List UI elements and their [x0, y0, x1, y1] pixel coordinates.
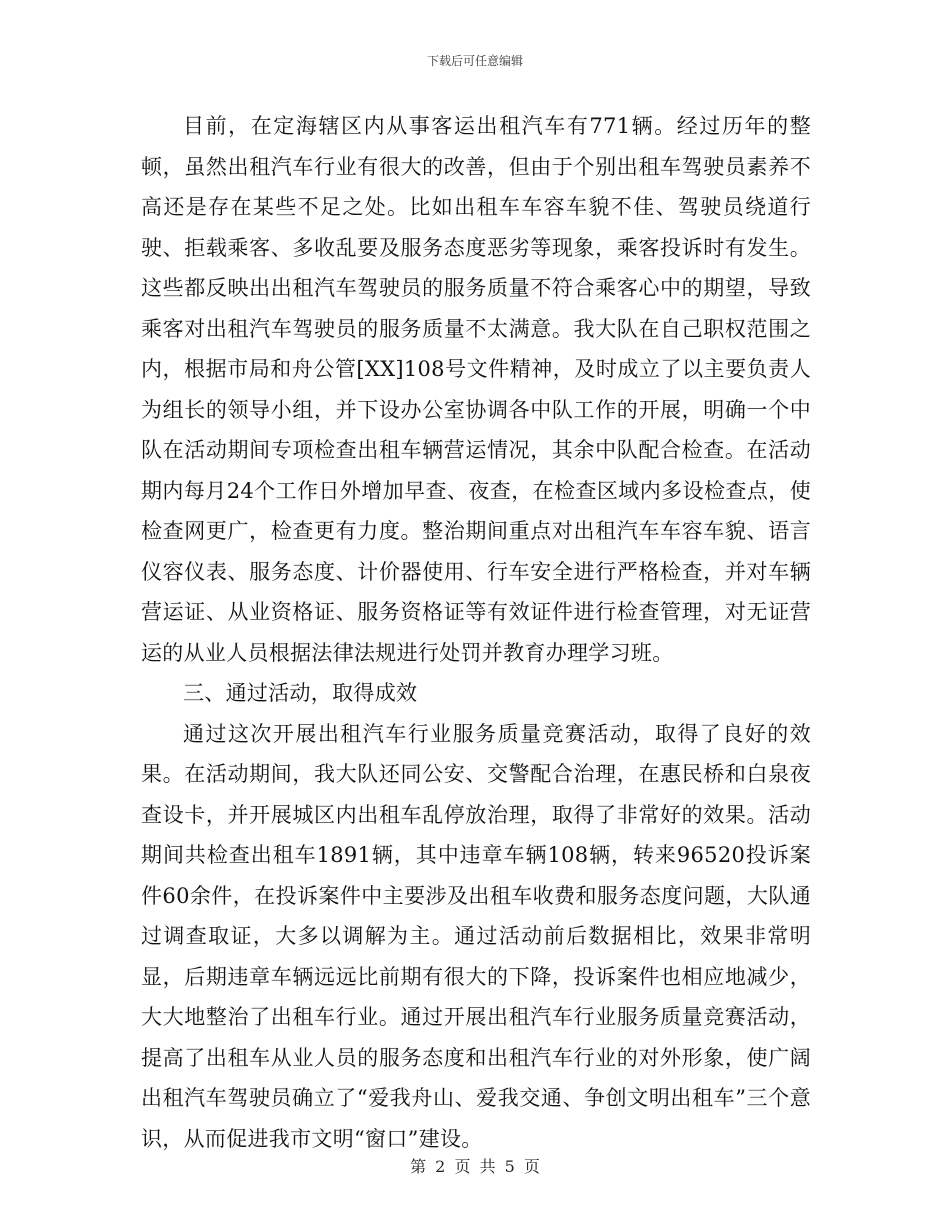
paragraph-results: 通过这次开展出租汽车行业服务质量竞赛活动，取得了良好的效果。在活动期间，我大队还同公安、交警配合治理，在惠民桥和白泉夜查设卡，并开展城区内出租车乱停放治理，取得了非常好的效果。活动期间共检查出租车1891辆，其中违章车辆108辆，转来96520投诉案件60余件，在投诉案件中主要涉及出租车收费和服务态度问题，大队通过调查取证，大多以调解为主。通过活动前后数据相比，效果非常明显，后期违章车辆远远比前期有很大的下降，投诉案件也相应地减少，大大地整治了出租车行业。通过开展出租汽车行业服务质量竞赛活动，提高了出租车从业人员的服务态度和出租汽车行业的对外形象，使广阔出租汽车驾驶员确立了“爱我舟山、爱我交通、争创文明出租车”三个意识，从而促进我市文明“窗口”建设。: [141, 721, 811, 1151]
section-heading-results: 三、通过活动，取得成效: [183, 681, 418, 705]
page-number-footer: 第 2 页 共 5 页: [410, 1157, 540, 1176]
page-header: 下载后可任意编辑: [426, 54, 523, 68]
paragraph-enforcement-measures: 目前，在定海辖区内从事客运出租汽车有771辆。经过历年的整顿，虽然出租汽车行业有很大的改善，但由于个别出租车驾驶员素养不高还是存在某些不足之处。比如出租车车容车貌不佳、驾驶员绕道行驶、拒载乘客、多收乱要及服务态度恶劣等现象，乘客投诉时有发生。这些都反映出出租汽车驾驶员的服务质量不符合乘客心中的期望，导致乘客对出租汽车驾驶员的服务质量不太满意。我大队在自己职权范围之内，根据市局和舟公管[XX]108号文件精神，及时成立了以主要负责人为组长的领导小组，并下设办公室协调各中队工作的开展，明确一个中队在活动期间专项检查出租车辆营运情况，其余中队配合检查。在活动期内每月24个工作日外增加早查、夜查，在检查区域内多设检查点，使检查网更广，检查更有力度。整治期间重点对出租汽车车容车貌、语言仪容仪表、服务态度、计价器使用、行车安全进行严格检查，并对车辆营运证、从业资格证、服务资格证等有效证件进行检查管理，对无证营运的从业人员根据法律法规进行处罚并教育办理学习班。: [141, 114, 811, 665]
document-body: [141, 106, 811, 1159]
